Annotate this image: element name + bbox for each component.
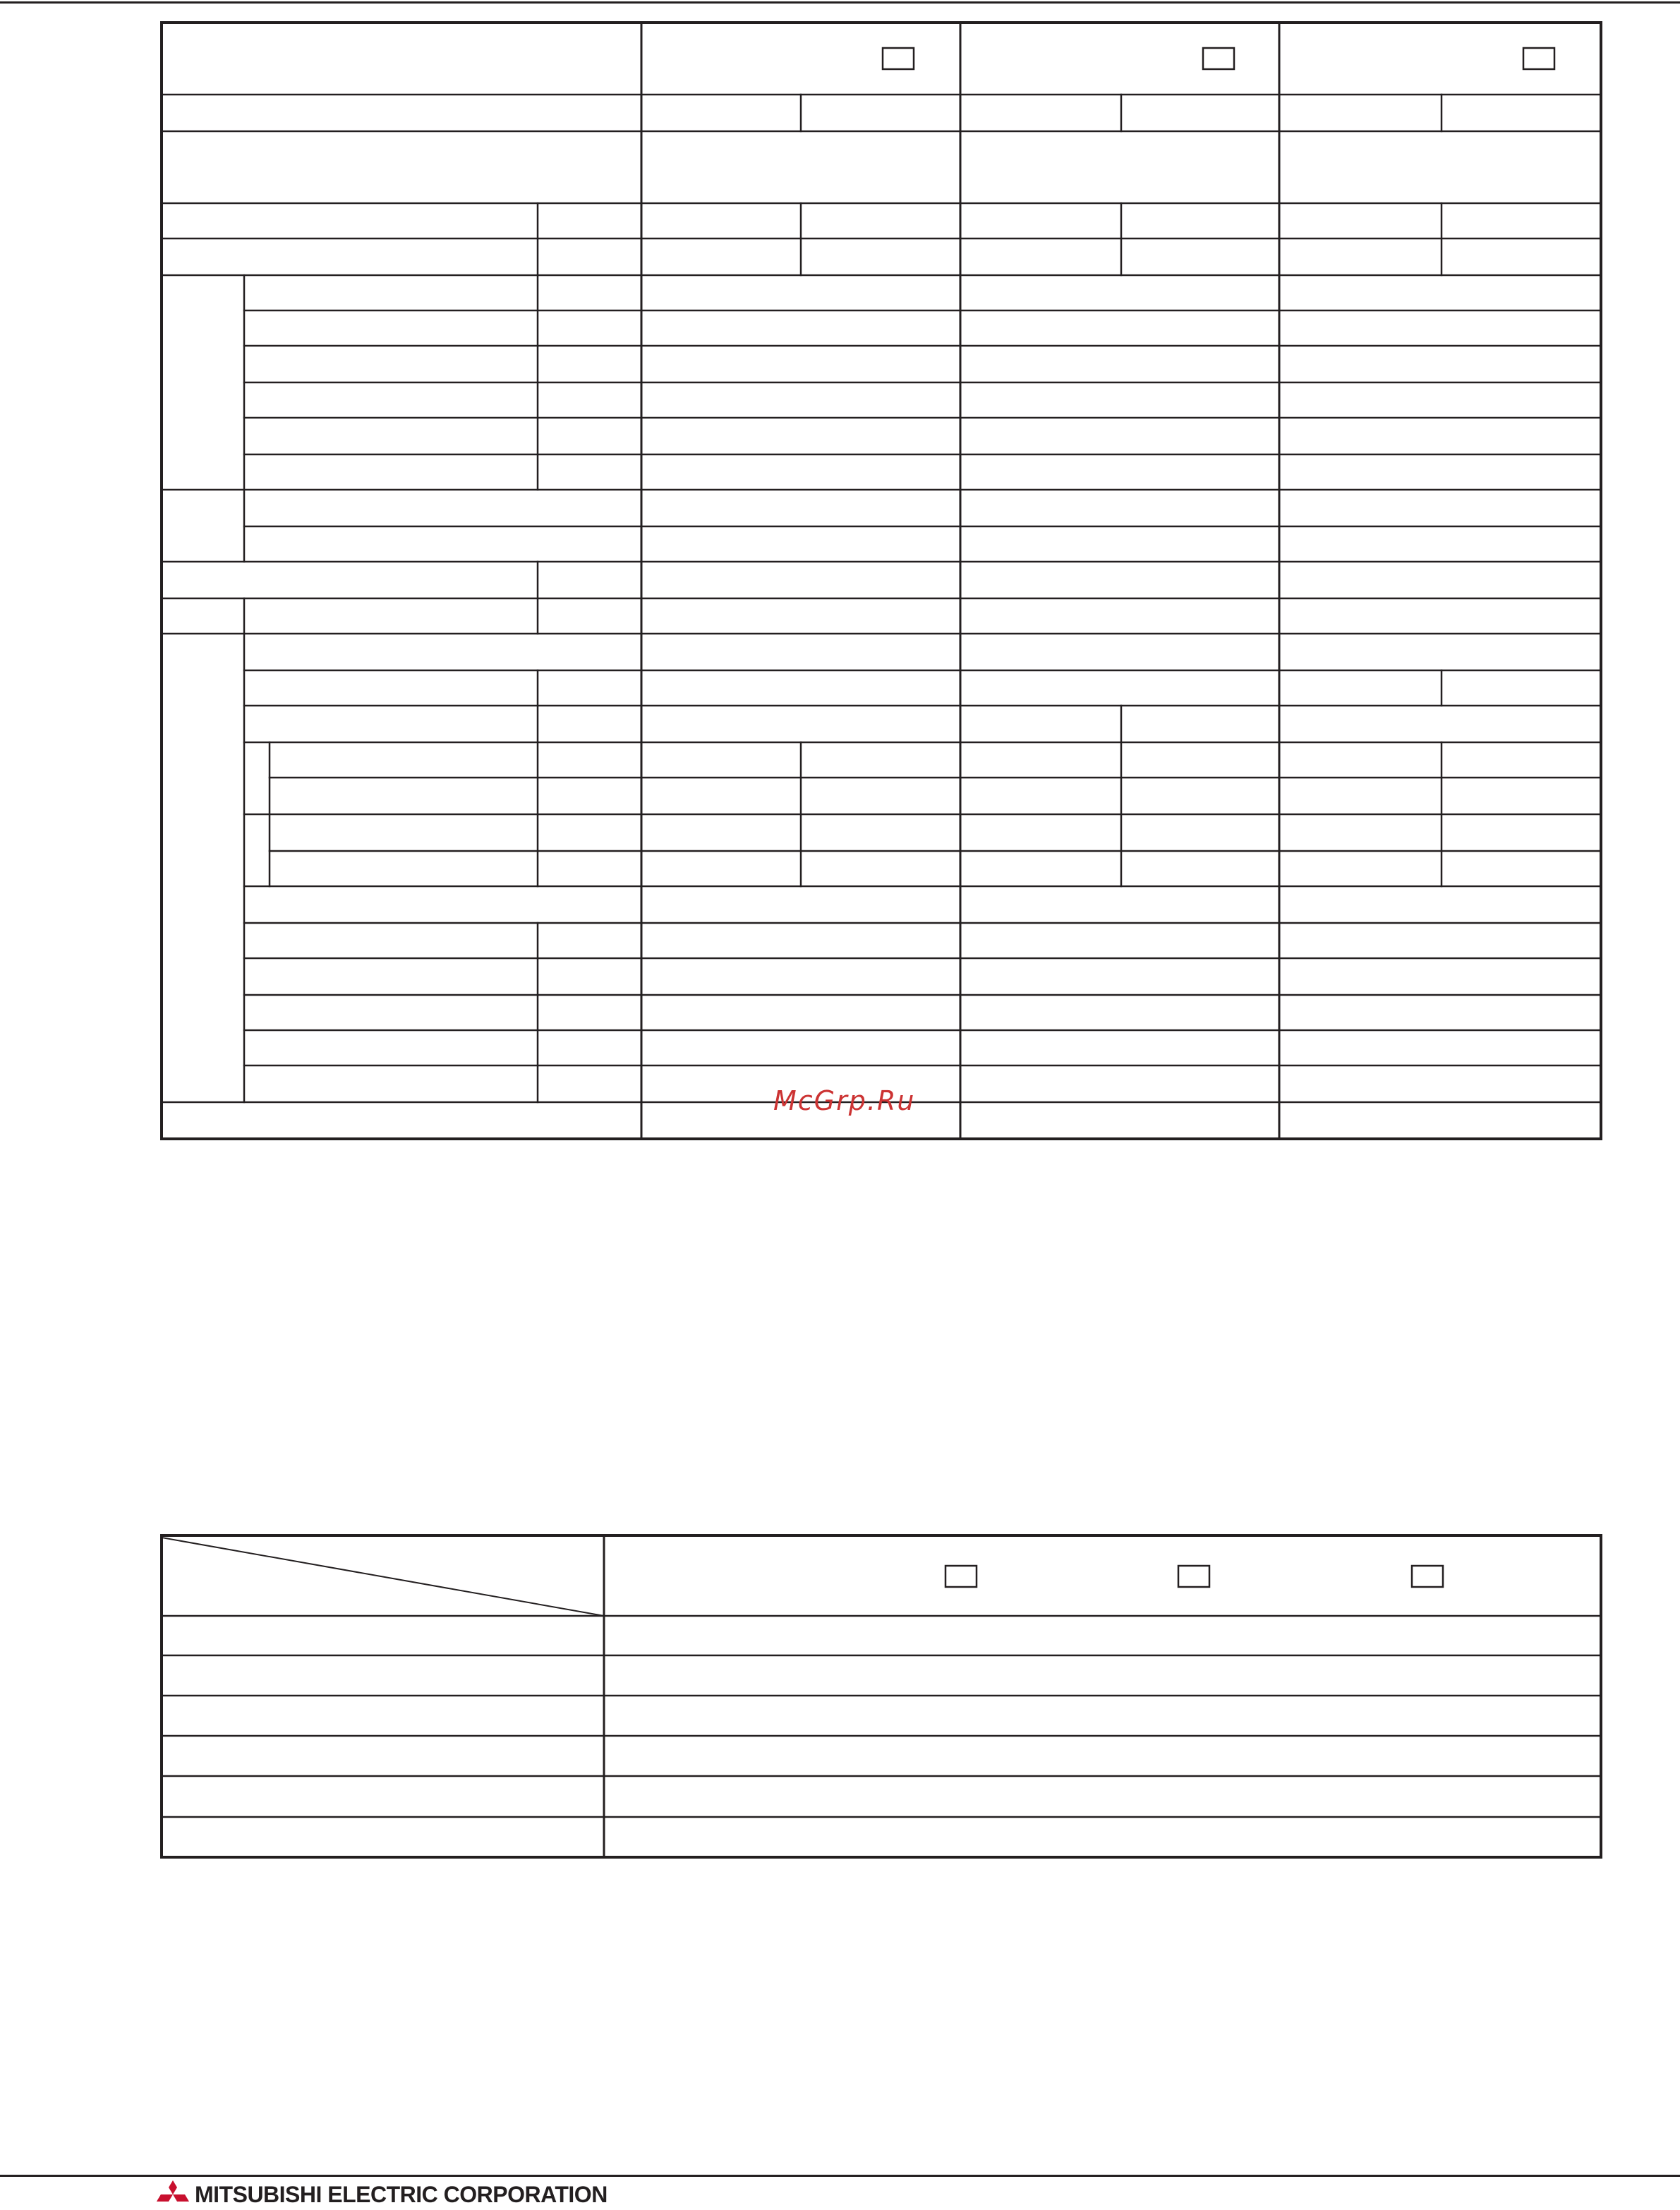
header-box-2	[1203, 48, 1234, 69]
three-diamonds-icon	[157, 2180, 189, 2209]
header2-box-1	[945, 1566, 977, 1587]
header2-box-3	[1412, 1566, 1443, 1587]
footer	[157, 2180, 608, 2209]
table1-frame	[162, 23, 1601, 1139]
header-box-1	[883, 48, 914, 69]
company-name: MITSUBISHI ELECTRIC CORPORATION	[195, 2181, 608, 2207]
watermark-text: McGrp.Ru	[773, 1085, 916, 1116]
bottom-rule	[0, 2175, 1680, 2177]
header2-box-2	[1178, 1566, 1209, 1587]
header-box-3	[1523, 48, 1554, 69]
